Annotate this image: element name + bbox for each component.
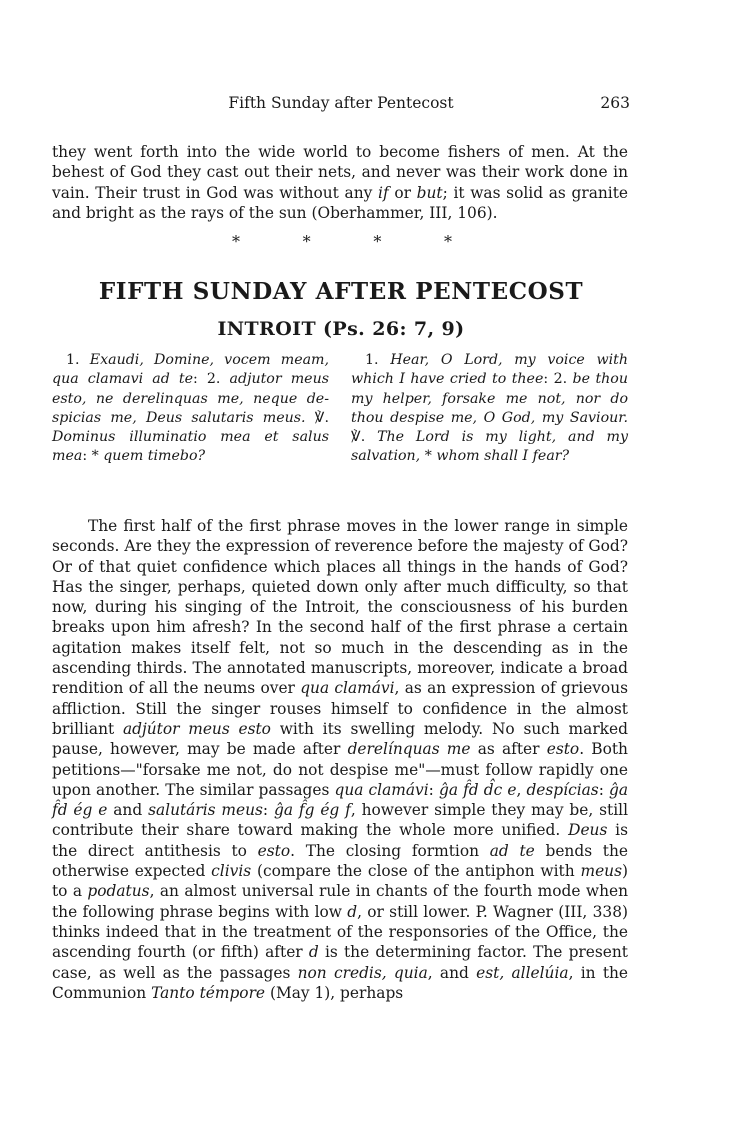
section-subtitle: INTROIT (Ps. 26: 7, 9) bbox=[217, 318, 465, 340]
introit-latin: 1. Exaudi, Domine, vocem meam, qua clamavi ad te: 2. adjutor meus esto, ne derelinquas me, neque despicias me, Deus salutaris meus. ℣. Dominus illuminatio mea et salus mea: * quem timebo? bbox=[52, 352, 330, 465]
section-title: FIFTH SUNDAY AFTER PENTECOST bbox=[98, 278, 584, 305]
section-separator bbox=[232, 232, 452, 251]
commentary-paragraph: The first half of the first phrase moves in the lower range in simple seconds. Are they the expression of reverence before the majesty of God? Or of that quiet confidence which places all things in the hands of God? Has the singer, perhaps, quieted down only after much difficulty, so that now, during his singing of the Introit, the consciousness of his burden breaks upon him afresh? In the second half of the first phrase a certain agitation makes itself felt, not so much in the descending as in the ascending thirds. The annotated manuscripts, moreover, indicate a broad rendition of all the neums over qua clamávi, as an expression of grievous affliction. Still the singer rouses himself to confidence in the almost brilliant adjútor meus esto with its swelling melody. No such marked pause, however, may be made after derelínquas me as after esto. Both petitions—"forsake me not, do not despise me"—must follow rapidly one upon another. The similar passages qua clamávi: ĝa f̂d d̂c e, despícias: ĝa f̂d ég e and salutáris meus: ĝa f̂g ég f, however simple they may be, still contribute their share toward making the whole more unified. Deus is the direct antithesis to esto. The closing formtion ad te bends the otherwise expected clivis (compare the close of the antiphon with meus) to a podatus, an almost universal rule in chants of the fourth mode when the following phrase begins with low d, or still lower. P. Wagner (III, 338) thinks indeed that in the treatment of the responsories of the Office, the ascending fourth (or fifth) after d is the determining factor. The present case, as well as the passages non credis, quia, and est, allelúia, in the Communion Tanto témpore (May 1), perhaps bbox=[52, 517, 629, 1002]
page-number: 263 bbox=[600, 94, 630, 112]
separator-asterisk: * bbox=[302, 232, 311, 251]
separator-asterisk: * bbox=[232, 232, 240, 251]
intro-paragraph: they went forth into the wide world to become fishers of men. At the behest of God they cast out their nets, and never was their work done in vain. Their trust in God was without any if or but; it was solid as granite and bright as the rays of the sun (Oberhammer, III, 106). bbox=[52, 143, 629, 222]
separator-asterisk: * bbox=[443, 232, 452, 251]
introit-english: 1. Hear, O Lord, my voice with which I have cried to thee: 2. be thou my helper, forsake me not, nor do thou despise me, O God, my Saviour. ℣. The Lord is my light, and my salvation, * whom shall I fear? bbox=[351, 352, 629, 465]
introit-text bbox=[52, 351, 628, 467]
running-title: Fifth Sunday after Pentecost bbox=[228, 94, 454, 112]
running-head bbox=[52, 94, 630, 116]
separator-asterisk: * bbox=[373, 232, 382, 251]
